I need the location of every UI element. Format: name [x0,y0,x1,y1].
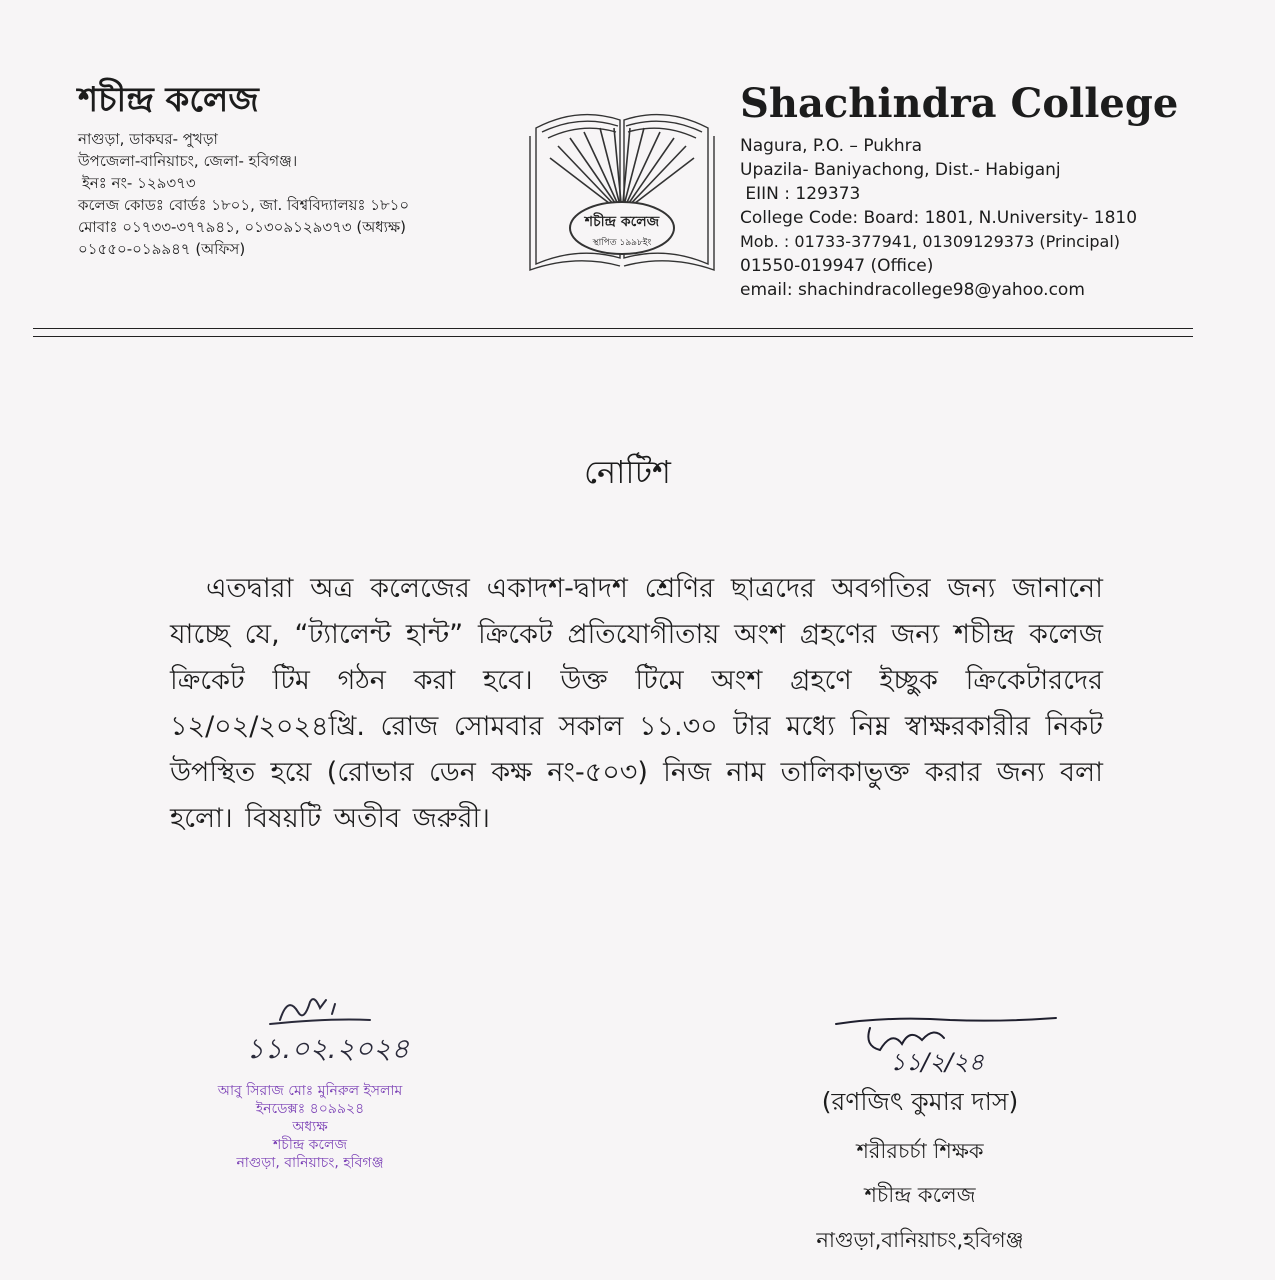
open-book-emblem-icon [528,98,716,276]
college-name-bangla: শচীন্দ্র কলেজ [78,80,259,120]
notice-title: নোটিশ [584,453,671,491]
teacher-address: নাগুড়া,বানিয়াচং,হবিগঞ্জ [816,1228,1024,1252]
college-code-line: কলেজ কোডঃ বোর্ডঃ ১৮০১, জা. বিশ্ববিদ্যালয়ঃ ১৮১০ [78,196,410,214]
mobile-line: মোবাঃ ০১৭৩৩-৩৭৭৯৪১, ০১৩০৯১২৯৩৭৩ (অধ্যক্ষ) [78,218,406,236]
header-divider-top [33,328,1193,329]
eiin-line: ইনঃ নং- ১২৯৩৭৩ [82,174,196,192]
principal-stamp [180,1082,440,1172]
principal-signature [240,990,440,1070]
notice-body: এতদ্বারা অত্র কলেজের একাদশ-দ্বাদশ শ্রেণির ছাত্রদের অবগতির জন্য জানানো যাচ্ছে যে, “ট্যালেন্ট হান্ট” ক্রিকেট প্রতিযোগীতায় অংশ গ্রহণের জন্য শচীন্দ্র কলেজ ক্রিকেট টিম গঠন করা হবে। উক্ত টিমে অংশ গ্রহণে ইচ্ছুক ক্রিকেটারদের ১২/০২/২০২৪খ্রি. রোজ সোমবার সকাল ১১.৩০ টার মধ্যে নিম্ন স্বাক্ষরকারীর নিকট উপস্থিত হয়ে (রোভার ডেন কক্ষ নং-৫০৩) নিজ নাম তালিকাভুক্ত করার জন্য বলা হলো। বিষয়টি অতীব জরুরী। [170,573,1103,834]
upazila-line: উপজেলা-বানিয়াচং, জেলা- হবিগঞ্জ। [78,152,298,170]
letterhead-english [740,78,1210,302]
address-line-en: Nagura, P.O. – Pukhra [740,136,923,156]
header-divider-bottom [33,336,1193,337]
college-name-english: Shachindra College [740,80,1179,127]
principal-address: নাগুড়া, বানিয়াচং, হবিগঞ্জ [236,1155,384,1171]
principal-designation: অধ্যক্ষ [292,1119,328,1135]
email-line-en: email: shachindracollege98@yahoo.com [740,280,1085,300]
teacher-name: (রণজিৎ কুমার দাস) [821,1087,1019,1116]
mobile-line-en: Mob. : 01733-377941, 01309129373 (Principal) [740,232,1121,251]
principal-handwritten-date: ১১.০২.২০২৪ [246,1032,410,1065]
upazila-line-en: Upazila- Baniyachong, Dist.- Habiganj [740,160,1061,180]
college-code-line-en: College Code: Board: 1801, N.University- 1810 [740,208,1138,228]
office-phone-line: ০১৫৫০-০১৯৯৪৭ (অফিস) [78,240,246,258]
eiin-line-en: EIIN : 129373 [740,184,861,204]
principal-college: শচীন্দ্র কলেজ [273,1137,347,1153]
principal-name: আবু সিরাজ মোঃ মুনিরুল ইসলাম [217,1083,403,1099]
teacher-college: শচীন্দ্র কলেজ [864,1183,976,1207]
teacher-designation: শরীরচর্চা শিক্ষক [856,1139,984,1163]
address-line: নাগুড়া, ডাকঘর- পুখড়া [78,130,218,148]
teacher-signature [830,1010,1060,1090]
logo-seal-text: শচীন্দ্র কলেজ [584,214,660,230]
principal-index: ইনডেক্সঃ ৪০৯৯২৪ [255,1101,365,1117]
teacher-handwritten-date: ১১/২/২৪ [890,1048,985,1076]
office-phone-line-en: 01550-019947 (Office) [740,256,934,276]
letterhead-bangla [78,78,498,260]
logo-est-text: স্থাপিত ১৯৯৮ইং [592,238,652,248]
